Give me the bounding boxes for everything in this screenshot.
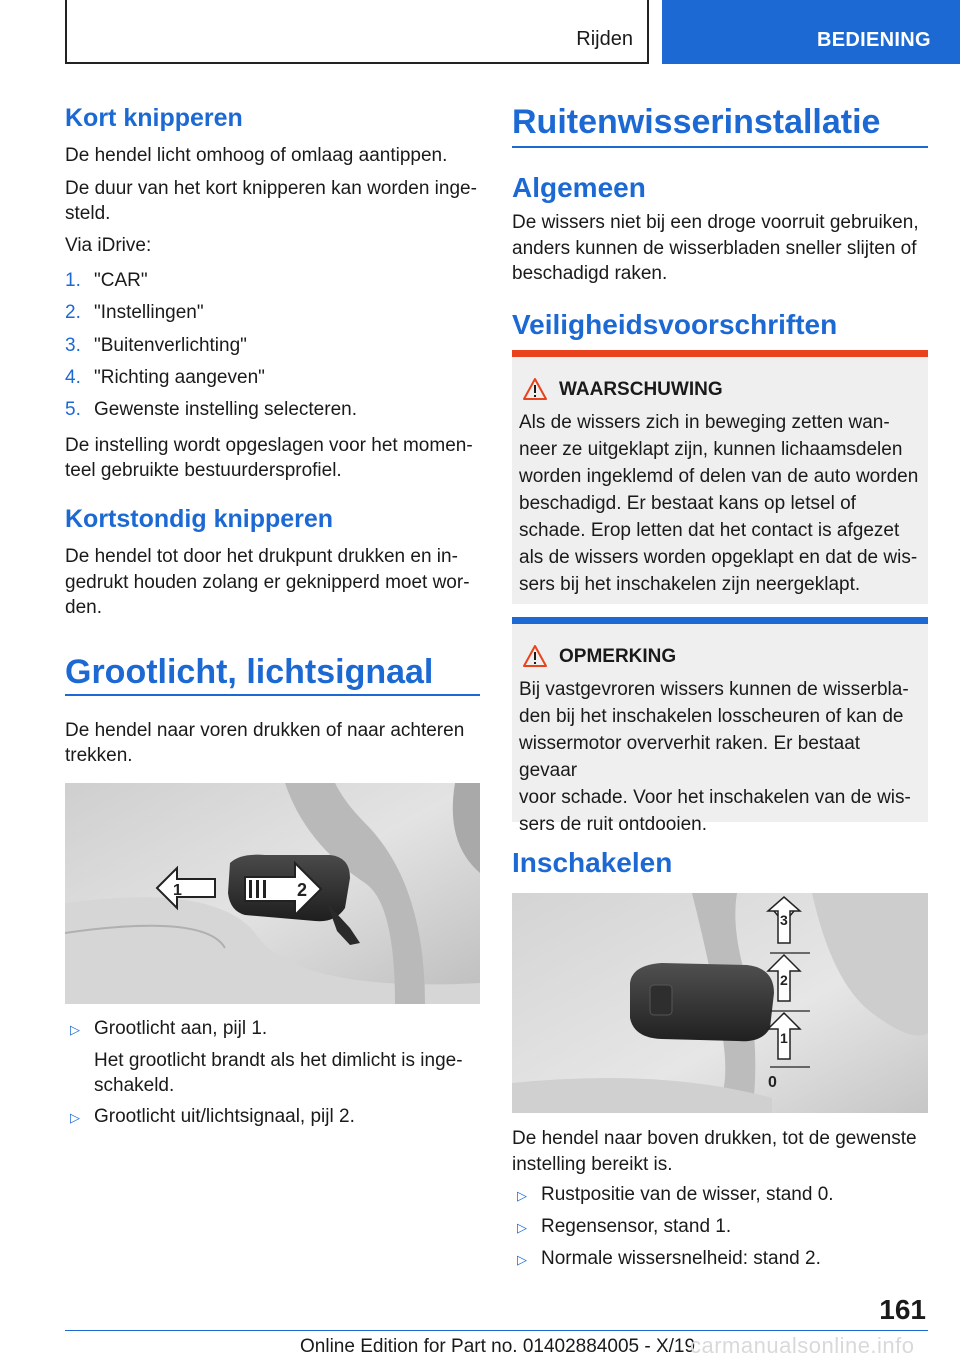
step-text: "Buitenverlichting"	[94, 335, 247, 356]
heading-grootlicht: Grootlicht, lichtsignaal	[65, 653, 434, 691]
warning-line: Als de wissers zich in beweging zetten wan-	[519, 412, 890, 433]
notice-triangle-icon	[522, 644, 548, 668]
step-text: "CAR"	[94, 270, 148, 291]
kortstondig-paragraph-a: De hendel tot door het drukpunt drukken en in-	[65, 546, 458, 567]
heading-inschakelen: Inschakelen	[512, 847, 673, 878]
step-text: Gewenste instelling selecteren.	[94, 399, 357, 420]
fig-label-0: 0	[768, 1074, 777, 1091]
wiper-lever-illustration	[512, 893, 928, 1113]
lever-illustration	[65, 783, 480, 1004]
warning-line: neer ze uitgeklapt zijn, kunnen lichaamsdelen	[519, 439, 903, 460]
bullet-text: Rustpositie van de wisser, stand 0.	[541, 1184, 834, 1205]
bullet-text: Grootlicht aan, pijl 1.	[94, 1018, 268, 1039]
warning-text	[519, 409, 923, 598]
heading-rule	[65, 694, 480, 696]
warning-line: schade. Erop letten dat het contact is afgezet	[519, 520, 900, 541]
fig-label-2-right: 2	[780, 972, 788, 988]
bullet-text: Normale wissersnelheid: stand 2.	[541, 1248, 821, 1269]
step-number: 5.	[65, 399, 81, 420]
grootlicht-paragraph-b: trekken.	[65, 745, 133, 766]
header-chapter-label: BEDIENING	[817, 29, 931, 51]
step-number: 2.	[65, 302, 81, 323]
warning-line: beschadigd. Er bestaat kans op letsel of	[519, 493, 856, 514]
notice-text	[519, 676, 923, 838]
bullet-icon: ▷	[70, 1022, 80, 1037]
header-chapter-tab	[662, 0, 960, 64]
notice-line: sers de ruit ontdooien.	[519, 814, 708, 835]
warning-box-bar	[512, 350, 928, 357]
step-number: 4.	[65, 367, 81, 388]
bullet-icon: ▷	[517, 1252, 527, 1267]
algemeen-paragraph-a: De wissers niet bij een droge voorruit gebruiken,	[512, 212, 919, 233]
watermark-text: carmanualsonline.info	[690, 1333, 915, 1358]
step-number: 1.	[65, 270, 81, 291]
heading-veiligheidsvoorschriften: Veiligheidsvoorschriften	[512, 309, 838, 340]
warning-line: worden ingeklemd of delen van de auto worden	[519, 466, 919, 487]
warning-line: als de wissers worden opgeklapt en dat de wis-	[519, 547, 918, 568]
fig-label-2: 2	[297, 880, 308, 900]
kort-paragraph-2b: steld.	[65, 203, 111, 224]
step-text: "Instellingen"	[94, 302, 204, 323]
notice-line: den bij het inschakelen losscheuren of kan de	[519, 706, 904, 727]
notice-title: OPMERKING	[559, 646, 677, 667]
notice-line: wissermotor oververhit raken. Er bestaat gevaar	[519, 733, 861, 781]
notice-line: voor schade. Voor het inschakelen van de wis-	[519, 787, 911, 808]
algemeen-paragraph-c: beschadigd raken.	[512, 263, 668, 284]
saved-paragraph-a: De instelling wordt opgeslagen voor het momen-	[65, 435, 473, 456]
bullet-subtext-b: schakeld.	[94, 1075, 175, 1096]
bullet-icon: ▷	[70, 1110, 80, 1125]
kort-paragraph-1: De hendel licht omhoog of omlaag aantippen.	[65, 145, 448, 166]
wiper-lever-illustration-drawing	[512, 893, 928, 1113]
fig-label-1-right: 1	[780, 1030, 788, 1046]
header-section-title: Rijden	[576, 28, 633, 50]
footer-rule	[65, 1330, 928, 1331]
heading-algemeen: Algemeen	[512, 172, 646, 203]
fig-label-1: 1	[173, 882, 182, 899]
via-idrive-label: Via iDrive:	[65, 235, 152, 256]
step-number: 3.	[65, 335, 81, 356]
notice-box	[512, 617, 928, 835]
warning-triangle-icon	[522, 377, 548, 401]
grootlicht-paragraph-a: De hendel naar voren drukken of naar achteren	[65, 720, 465, 741]
kortstondig-paragraph-b: gedrukt houden zolang er geknipperd moet wor-	[65, 572, 470, 593]
warning-title: WAARSCHUWING	[559, 379, 723, 400]
step-text: "Richting aangeven"	[94, 367, 265, 388]
kortstondig-paragraph-c: den.	[65, 597, 102, 618]
page-number: 161	[879, 1294, 926, 1325]
header-bar	[65, 0, 649, 64]
notice-line: Bij vastgevroren wissers kunnen de wisserbla-	[519, 679, 909, 700]
heading-ruitenwisserinstallatie: Ruitenwisserinstallatie	[512, 103, 881, 141]
algemeen-paragraph-b: anders kunnen de wisserbladen sneller slijten of	[512, 238, 917, 259]
warning-box	[512, 350, 928, 604]
saved-paragraph-b: teel gebruikte bestuurdersprofiel.	[65, 460, 342, 481]
fig-label-3: 3	[780, 912, 788, 928]
inschakelen-paragraph-a: De hendel naar boven drukken, tot de gewenste	[512, 1128, 917, 1149]
bullet-text: Regensensor, stand 1.	[541, 1216, 732, 1237]
warning-line: sers bij het inschakelen zijn neergeklapt.	[519, 574, 861, 595]
bullet-icon: ▷	[517, 1188, 527, 1203]
kort-paragraph-2a: De duur van het kort knipperen kan worden inge-	[65, 178, 477, 199]
bullet-subtext-a: Het grootlicht brandt als het dimlicht is inge-	[94, 1050, 463, 1071]
bullet-text: Grootlicht uit/lichtsignaal, pijl 2.	[94, 1106, 355, 1127]
heading-kort-knipperen: Kort knipperen	[65, 104, 243, 132]
heading-kortstondig-knipperen: Kortstondig knipperen	[65, 505, 334, 533]
heading-rule	[512, 146, 928, 148]
edition-note: Online Edition for Part no. 01402884005 - X/19	[300, 1336, 696, 1357]
lever-illustration-drawing	[65, 783, 480, 1004]
bullet-icon: ▷	[517, 1220, 527, 1235]
notice-box-bar	[512, 617, 928, 624]
inschakelen-paragraph-b: instelling bereikt is.	[512, 1154, 673, 1175]
